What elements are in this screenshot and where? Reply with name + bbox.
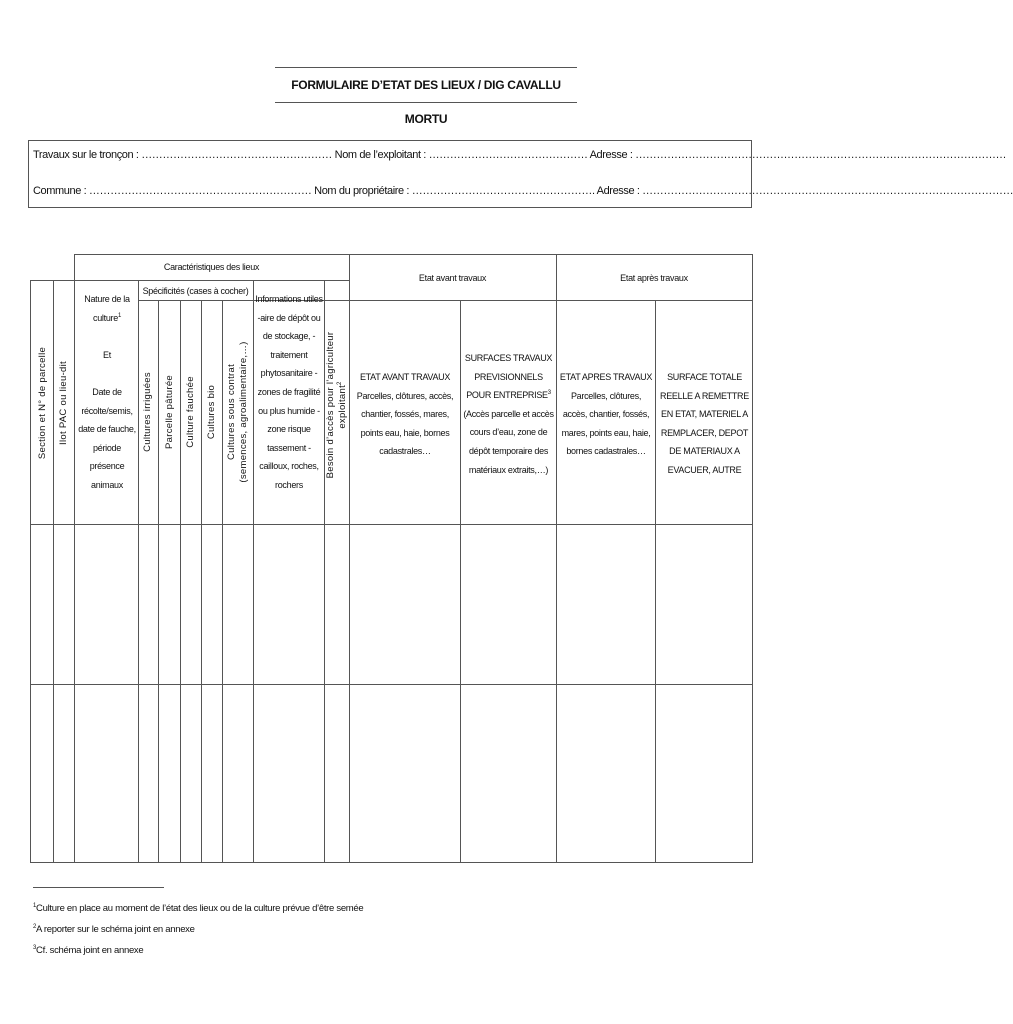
col-etat-apres-travaux: ETAT APRES TRAVAUX Parcelles, clôtures, accès, chantier, fossés, mares, points eau, haie, bornes cadastrales…	[559, 372, 653, 457]
col-parcelle-paturee: Parcelle pâturée	[164, 375, 175, 449]
col-informations-utiles: Informations utiles -aire de dépôt ou de stockage, -traitement phytosanitaire -zones de fragilité ou plus humide -zone risque tassement - cailloux, roches, rochers	[255, 294, 323, 490]
footnote-separator	[33, 887, 164, 888]
col-surface-totale: SURFACE TOTALE REELLE A REMETTRE EN ETAT, MATERIEL A REMPLACER, DEPOT DE MATERIAUX A EVACUER, AUTRE	[660, 372, 749, 475]
header-specificites: Spécificités (cases à cocher)	[142, 286, 249, 296]
footnote-3: $^3$Cf. schéma joint en annexe	[33, 945, 144, 956]
col-ilot-pac: Ilot PAC ou lieu-dit	[58, 361, 69, 445]
col-culture-fauchee: Culture fauchée	[185, 376, 196, 448]
header-etat-apres: Etat après travaux	[620, 273, 688, 283]
header-caracteristiques: Caractéristiques des lieux	[163, 262, 260, 272]
table-row[interactable]	[31, 685, 752, 861]
form-title: FORMULAIRE D’ETAT DES LIEUX / DIG CAVALLU MORTU	[275, 67, 577, 103]
col-section-parcelle: Section et N° de parcelle	[37, 346, 48, 460]
footnote-1: $^1$Culture en place au moment de l’état des lieux ou de la culture prévue d’être semée	[33, 903, 364, 914]
col-cultures-irriguees: Cultures irriguées	[142, 372, 153, 452]
col-surfaces-travaux: SURFACES TRAVAUX PREVISIONNELS POUR ENTREPRISE$^3$ (Accès parcelle et accès cours d’eau, zone de dépôt temporaire des matériaux extraits,…)	[463, 353, 554, 475]
info-row-commune[interactable]: Commune : ……………………………………………………… Nom du propriétaire : ……………………………………………. Adresse : ……………………………………………………………………………………………	[33, 185, 1013, 197]
col-etat-avant-travaux: ETAT AVANT TRAVAUX Parcelles, clôtures, accès, chantier, fossés, mares, points eau, haie, bornes cadastrales…	[356, 372, 454, 457]
footnote-2: $^2$A reporter sur le schéma joint en annexe	[33, 924, 195, 935]
col-nature-culture: Nature de la culture$^1$ Et Date de récolte/semis, date de fauche, période présence animaux	[78, 294, 136, 490]
col-besoin-acces: Besoin d’accès pour l’agriculteur exploitant$^2$	[325, 331, 348, 479]
table-row[interactable]	[31, 525, 752, 683]
header-etat-avant: Etat avant travaux	[418, 273, 487, 283]
info-row-troncon[interactable]: Travaux sur le tronçon : ……………………………………………… Nom de l’exploitant : ……………………………………… Adresse : ……………………………………………………………………………………………	[33, 149, 1007, 161]
col-cultures-contrat: Cultures sous contrat (semences, agroalimentaire,…)	[226, 341, 249, 483]
col-cultures-bio: Cultures bio	[206, 384, 217, 440]
